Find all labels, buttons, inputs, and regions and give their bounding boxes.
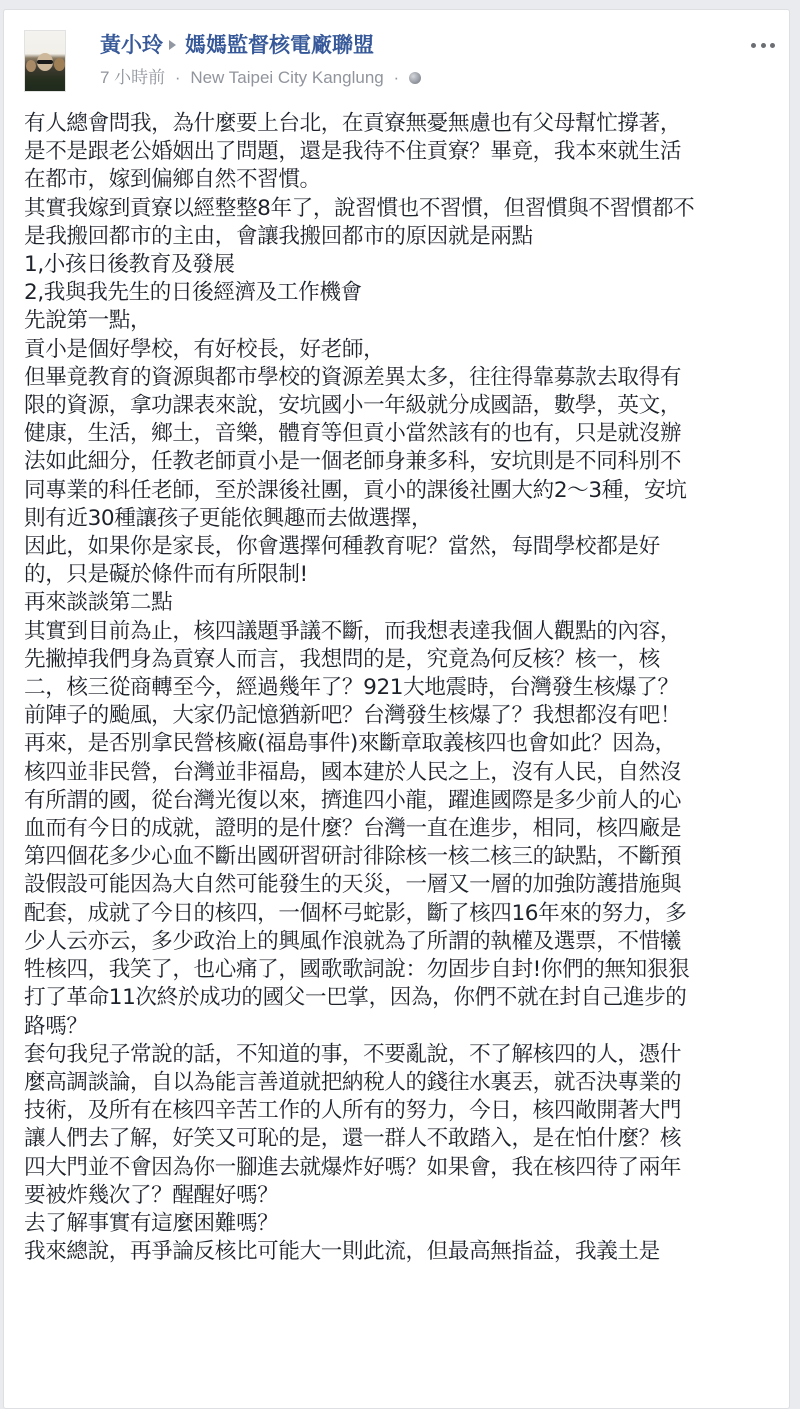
post-text-line: 設假設可能因為大自然可能發生的天災，一層又一層的加強防護措施與 (24, 872, 682, 898)
post-text-line: 去了解事實有這麼困難嗎？ (24, 1210, 279, 1236)
post-text-line: 是不是跟老公婚姻出了問題，還是我待不住貢寮？畢竟，我本來就生活 (24, 139, 682, 165)
post-text-line: 是我搬回都市的主由，會讓我搬回都市的原因就是兩點 (24, 223, 533, 249)
post-text-line: 血而有今日的成就，證明的是什麼？台灣一直在進步，相同，核四廠是 (24, 816, 682, 842)
post-text-line: 第四個花多少心血不斷出國研習研討徘除核一核二核三的缺點，不斷預 (24, 844, 682, 870)
post-text-line: 讓人們去了解，好笑又可恥的是，還一群人不敢踏入，是在怕什麼？核 (24, 1126, 682, 1152)
post-text-line: 套句我兒子常說的話，不知道的事，不要亂說，不了解核四的人，憑什 (24, 1041, 682, 1067)
post-text-line: 技術，及所有在核四辛苦工作的人所有的努力，今日，核四敞開著大門 (24, 1098, 682, 1124)
post-text-line: 我來總說，再爭論反核比可能大一則此流，但最高無指益，我義土是 (24, 1239, 660, 1265)
triangle-right-icon (169, 40, 176, 50)
post-text-line: 二，核三從商轉至今，經過幾年了？921大地震時，台灣發生核爆了？ (24, 675, 679, 701)
post-text-line: 先撇掉我們身為貢寮人而言，我想問的是，究竟為何反核？核一，核 (24, 646, 660, 672)
more-dot-icon (751, 43, 756, 48)
post-text-line: 但畢竟教育的資源與都市學校的資源差異太多，往往得靠募款去取得有 (24, 364, 682, 390)
avatar-person-shape (26, 60, 36, 72)
author-avatar[interactable] (24, 30, 66, 92)
post-text-line: 牲核四，我笑了，也心痛了，國歌歌詞說：勿固步自封!你們的無知狠狠 (24, 957, 690, 983)
post-text-line: 前陣子的颱風，大家仍記憶猶新吧？台灣發生核爆了？我想都沒有吧！ (24, 703, 682, 729)
author-name-link[interactable]: 黃小玲 (100, 33, 163, 57)
post-text-line: 同專業的科任老師，至於課後社團，貢小的課後社團大約2～3種，安坑 (24, 477, 687, 503)
avatar-person-shape (54, 58, 65, 71)
post-text-line: 其實我嫁到貢寮以經整整8年了，說習慣也不習慣，但習慣與不習慣都不 (24, 195, 695, 221)
post-text-line: 再來談談第二點 (24, 590, 173, 616)
globe-icon[interactable] (409, 72, 421, 84)
post-text-line: 打了革命11次終於成功的國父一巴掌，因為，你們不就在封自己進步的 (24, 985, 687, 1011)
avatar-sunglasses-shape (37, 60, 53, 64)
post-text-line: 要被炸幾次了？醒醒好嗎？ (24, 1182, 279, 1208)
post-header (4, 10, 789, 100)
post-text-line: 四大門並不會因為你一腳進去就爆炸好嗎？如果會，我在核四待了兩年 (24, 1154, 682, 1180)
post-body (24, 110, 774, 1266)
more-options-button[interactable] (751, 40, 775, 50)
post-text-line: 再來，是否別拿民營核廠(福島事件)來斷章取義核四也會如此？因為， (24, 731, 676, 757)
post-text-line: 2,我與我先生的日後經濟及工作機會 (24, 280, 362, 306)
post-text-line: 先說第一點， (24, 308, 152, 334)
more-dot-icon (770, 43, 775, 48)
post-text-line: 貢小是個好學校，有好校長，好老師， (24, 336, 385, 362)
post-text-line: 因此，如果你是家長，你會選擇何種教育呢？當然，每間學校都是好 (24, 534, 660, 560)
post-text-line: 其實到目前為止，核四議題爭議不斷，而我想表達我個人觀點的內容， (24, 618, 682, 644)
post-text-line: 則有近30種讓孩子更能依興趣而去做選擇， (24, 505, 433, 531)
post-text-line: 麼高調談論，自以為能言善道就把納稅人的錢往水裏丟，就否決專業的 (24, 1069, 682, 1095)
post-text-line: 有人總會問我，為什麼要上台北，在貢寮無憂無慮也有父母幫忙撐著， (24, 111, 682, 136)
post-text-line: 法如此細分，任教老師貢小是一個老師身兼多科，安坑則是不同科別不 (24, 449, 682, 475)
post-location-link[interactable]: New Taipei City Kanglung (190, 68, 384, 87)
post-text-line: 配套，成就了今日的核四，一個杯弓蛇影，斷了核四16年來的努力，多 (24, 900, 687, 926)
post-title-line (100, 32, 374, 58)
post-text-line: 1,小孩日後教育及發展 (24, 252, 235, 278)
meta-separator: · (174, 68, 181, 87)
post-card (3, 9, 790, 1409)
post-text-line: 在都市，嫁到偏鄉自然不習慣。 (24, 167, 321, 193)
post-meta-line (100, 67, 421, 89)
group-name-link[interactable]: 媽媽監督核電廠聯盟 (185, 33, 374, 57)
post-text-line: 的，只是礙於條件而有所限制! (24, 562, 308, 588)
post-text-line: 有所謂的國，從台灣光復以來，擠進四小龍，躍進國際是多少前人的心 (24, 787, 682, 813)
post-text-line: 核四並非民營，台灣並非福島，國本建於人民之上，沒有人民，自然沒 (24, 759, 682, 785)
post-text-line: 限的資源，拿功課表來說，安坑國小一年級就分成國語，數學，英文， (24, 393, 682, 419)
post-text-line: 健康，生活，鄉土，音樂，體育等但貢小當然該有的也有，只是就沒辦 (24, 421, 682, 447)
post-timestamp-link[interactable]: 7 小時前 (100, 68, 166, 87)
more-dot-icon (761, 43, 766, 48)
post-text-line: 路嗎？ (24, 1013, 88, 1039)
meta-separator: · (393, 68, 400, 87)
post-text-line: 少人云亦云，多少政治上的興風作浪就為了所謂的執權及選票，不惜犧 (24, 928, 682, 954)
